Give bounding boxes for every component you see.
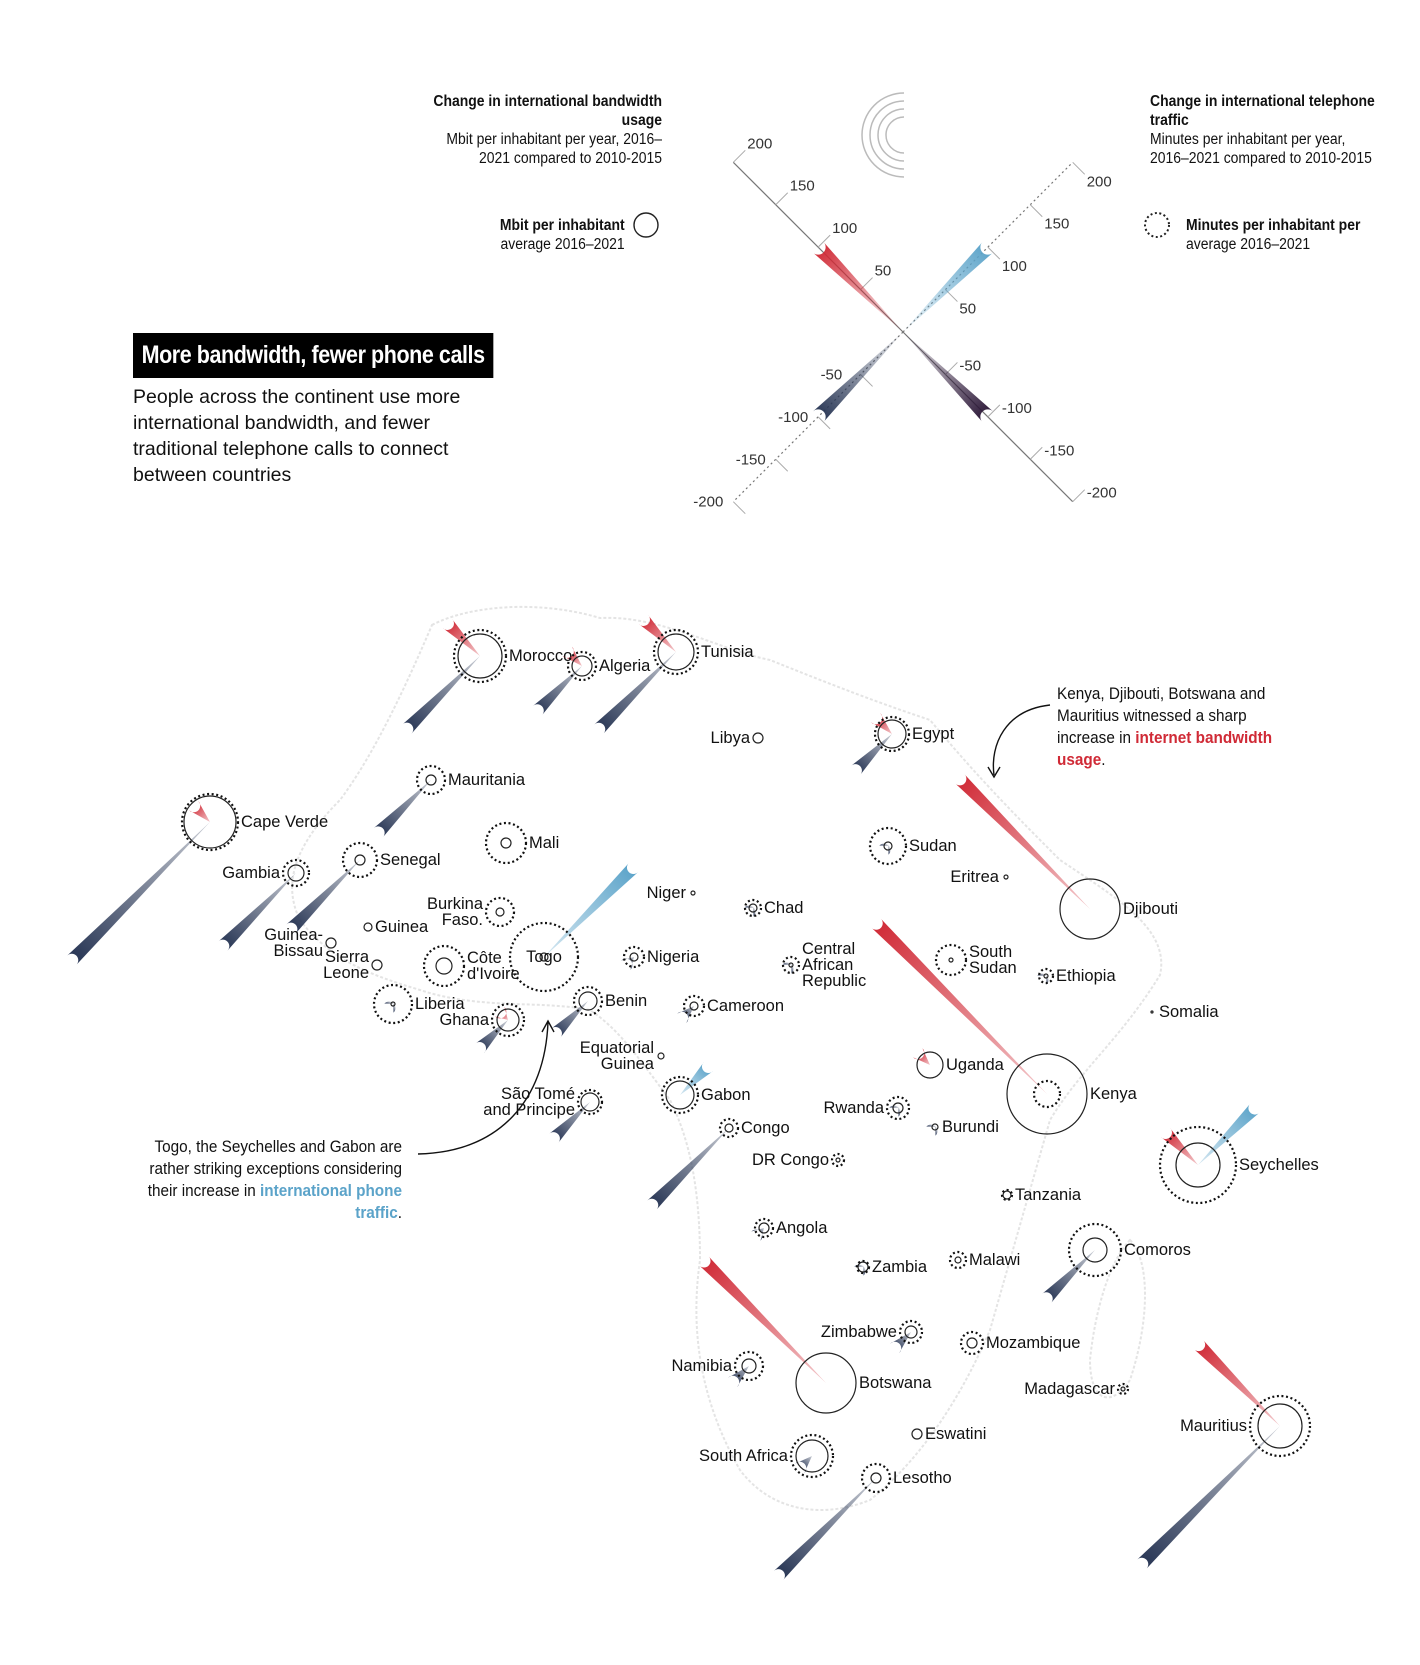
libya-label bbox=[711, 729, 751, 747]
madagascar-label-line: Madagascar bbox=[1024, 1380, 1115, 1398]
legend-bandwidth-desc: Mbit per inhabitant per year, 2016–2021 compared to 2010-2015 bbox=[446, 131, 662, 167]
country-tanzania bbox=[1002, 1186, 1082, 1204]
dr-congo-label bbox=[752, 1151, 829, 1169]
co-te-d-ivoire-label-line: d'Ivoire bbox=[467, 965, 520, 983]
liberia-phone-arm bbox=[384, 1002, 395, 1013]
egypt-label-line: Egypt bbox=[912, 725, 955, 743]
axis-tick bbox=[1030, 447, 1042, 459]
lesotho-phone-arm bbox=[774, 1478, 876, 1580]
lesotho-label bbox=[893, 1469, 952, 1487]
axis-tick-label: -150 bbox=[1044, 442, 1075, 460]
south-sudan-label-line: South bbox=[969, 943, 1013, 961]
axis-tick bbox=[1073, 162, 1085, 174]
burundi-label bbox=[942, 1118, 999, 1136]
axis-tick bbox=[776, 193, 788, 205]
mauritius-label bbox=[1180, 1417, 1247, 1435]
axis-tick-label: 150 bbox=[789, 177, 815, 195]
legend-arcs-icon bbox=[862, 93, 904, 177]
morocco-label bbox=[509, 647, 572, 665]
dr-congo-phone-circle bbox=[832, 1154, 844, 1166]
angola-label-line: Angola bbox=[776, 1219, 828, 1237]
tanzania-label bbox=[1015, 1186, 1082, 1204]
country-south-sudan bbox=[936, 943, 1017, 977]
gambia-label bbox=[222, 864, 281, 882]
country-benin bbox=[551, 987, 647, 1038]
lesotho-label-line: Lesotho bbox=[893, 1469, 952, 1487]
country-morocco bbox=[402, 619, 572, 734]
legend-bandwidth-size bbox=[500, 216, 625, 254]
country-zimbabwe bbox=[821, 1321, 922, 1353]
gabon-label-line: Gabon bbox=[701, 1086, 751, 1104]
country-togo bbox=[510, 863, 638, 991]
sudan-label-line: Sudan bbox=[909, 837, 957, 855]
sierra-leone-label bbox=[323, 948, 370, 982]
togo-label bbox=[526, 948, 562, 966]
axis-tick-label: 100 bbox=[1001, 258, 1027, 276]
niger-bandwidth-circle bbox=[691, 891, 695, 895]
legend-bandwidth-size-desc: average 2016–2021 bbox=[500, 236, 625, 253]
angola-label bbox=[776, 1219, 828, 1237]
cameroon-label-line: Cameroon bbox=[707, 997, 785, 1015]
country-equatorial-guinea bbox=[580, 1039, 664, 1073]
legend-bandwidth bbox=[428, 92, 662, 168]
country-central-african-republic bbox=[782, 940, 866, 990]
annotation-togo-highlight: international phone traffic bbox=[260, 1181, 402, 1222]
annotation-togo-end: . bbox=[397, 1203, 402, 1222]
legend-phone-title: Change in international telephone traffic bbox=[1150, 93, 1375, 129]
country-eswatini bbox=[912, 1425, 986, 1443]
country-djibouti bbox=[955, 774, 1178, 939]
sierra-leone-bandwidth-circle bbox=[372, 960, 382, 970]
angola-phone-arm bbox=[751, 1228, 764, 1241]
somalia-bandwidth-circle bbox=[1151, 1011, 1153, 1013]
zambia-label bbox=[872, 1258, 928, 1276]
country-chad bbox=[744, 899, 803, 917]
axis-tick bbox=[988, 247, 1000, 259]
madagascar-label bbox=[1024, 1380, 1115, 1398]
eswatini-label-line: Eswatini bbox=[925, 1425, 987, 1443]
country-south-africa bbox=[699, 1435, 833, 1477]
egypt-label bbox=[912, 725, 955, 743]
uganda-label-line: Uganda bbox=[946, 1056, 1004, 1074]
country-somalia bbox=[1151, 1003, 1219, 1021]
legend-phone-size-title: Minutes per inhabitant per bbox=[1186, 217, 1361, 234]
country-libya bbox=[711, 729, 763, 747]
country-ethiopia bbox=[1037, 967, 1116, 985]
namibia-label bbox=[671, 1357, 732, 1375]
central-african-republic-label-line: Central bbox=[802, 940, 856, 958]
axis-tick-label: -150 bbox=[735, 451, 766, 469]
country-eritrea bbox=[950, 868, 1008, 886]
zimbabwe-label bbox=[821, 1323, 897, 1341]
legend-phone-size bbox=[1186, 216, 1360, 254]
congo-label-line: Congo bbox=[741, 1119, 790, 1137]
sa-o-tome-and-principe-label bbox=[483, 1085, 575, 1119]
central-african-republic-label-line: Republic bbox=[802, 972, 867, 990]
legend-phone bbox=[1150, 92, 1384, 168]
legend-phone-desc: Minutes per inhabitant per year, 2016–2021 compared to 2010-2015 bbox=[1150, 131, 1372, 167]
algeria-label bbox=[599, 657, 651, 675]
dr-congo-bandwidth-circle bbox=[836, 1158, 840, 1162]
ethiopia-label-line: Ethiopia bbox=[1056, 967, 1116, 985]
country-mozambique bbox=[961, 1332, 1080, 1354]
seychelles-label-line: Seychelles bbox=[1239, 1156, 1319, 1174]
niger-label bbox=[647, 884, 687, 902]
gambia-label-line: Gambia bbox=[222, 864, 280, 882]
axis-tick-label: -200 bbox=[1086, 484, 1117, 502]
tunisia-bandwidth-arm bbox=[639, 615, 676, 652]
cape-verde-label bbox=[241, 813, 328, 831]
tanzania-label-line: Tanzania bbox=[1015, 1186, 1082, 1204]
axis-tick bbox=[733, 502, 745, 514]
eritrea-label bbox=[950, 868, 999, 886]
guinea-label bbox=[375, 918, 429, 936]
legend-solid-circle bbox=[634, 213, 658, 237]
country-comoros bbox=[1042, 1224, 1191, 1303]
zimbabwe-label-line: Zimbabwe bbox=[820, 1323, 897, 1341]
legend-arm-phone-down bbox=[903, 332, 993, 422]
axis-tick bbox=[818, 417, 830, 429]
axis-tick-label: 200 bbox=[747, 135, 773, 153]
legend-arm-bandwidth-up bbox=[813, 242, 903, 332]
page-title: More bandwidth, fewer phone calls bbox=[133, 333, 493, 378]
chad-label bbox=[764, 899, 803, 917]
seychelles-bandwidth-arm bbox=[1161, 1128, 1198, 1165]
country-co-te-d-ivoire bbox=[424, 946, 520, 986]
legend-bandwidth-size-title: Mbit per inhabitant bbox=[500, 217, 625, 234]
tunisia-label-line: Tunisia bbox=[701, 643, 754, 661]
mauritania-label bbox=[448, 771, 526, 789]
legend-arcs-icon bbox=[870, 101, 904, 169]
country-guinea bbox=[364, 918, 429, 936]
axis-tick bbox=[776, 459, 788, 471]
axis-tick bbox=[1073, 490, 1085, 502]
kenya-label-line: Kenya bbox=[1090, 1085, 1137, 1103]
gabon-label bbox=[701, 1086, 751, 1104]
burundi-label-line: Burundi bbox=[942, 1118, 999, 1136]
annotation-kenya-highlight: internet bandwidth usage bbox=[1057, 728, 1273, 769]
country-gabon bbox=[662, 1062, 751, 1113]
south-sudan-phone-circle bbox=[936, 945, 966, 975]
co-te-d-ivoire-phone-circle bbox=[424, 946, 464, 986]
mozambique-phone-circle bbox=[961, 1332, 983, 1354]
equatorial-guinea-label-line: Guinea bbox=[600, 1055, 654, 1073]
mauritius-bandwidth-arm bbox=[1194, 1340, 1280, 1426]
senegal-label-line: Senegal bbox=[380, 851, 441, 869]
benin-label bbox=[605, 992, 647, 1010]
namibia-label-line: Namibia bbox=[671, 1357, 732, 1375]
eswatini-bandwidth-circle bbox=[912, 1429, 922, 1439]
sa-o-tome-and-principe-label-line: São Tomé bbox=[501, 1085, 575, 1103]
mozambique-label-line: Mozambique bbox=[986, 1334, 1081, 1352]
nigeria-label bbox=[647, 948, 700, 966]
cape-verde-bandwidth-arm bbox=[189, 801, 210, 822]
seychelles-label bbox=[1239, 1156, 1319, 1174]
dr-congo-label-line: DR Congo bbox=[751, 1151, 829, 1169]
ghana-label-line: Ghana bbox=[439, 1011, 489, 1029]
comoros-label bbox=[1124, 1241, 1191, 1259]
djibouti-bandwidth-arm bbox=[955, 774, 1090, 909]
eritrea-bandwidth-circle bbox=[1004, 875, 1008, 879]
guinea-label-line: Guinea bbox=[375, 918, 429, 936]
kenya-label bbox=[1090, 1085, 1138, 1103]
country-mauritius bbox=[1137, 1340, 1310, 1569]
mali-label bbox=[529, 834, 559, 852]
burkina-faso-phone-circle bbox=[486, 898, 514, 926]
axis-tick-label: 150 bbox=[1044, 215, 1070, 233]
country-sa-o-tome-and-principe bbox=[483, 1085, 602, 1143]
somalia-label bbox=[1159, 1003, 1219, 1021]
mauritius-label-line: Mauritius bbox=[1180, 1417, 1247, 1435]
country-sierra-leone bbox=[323, 948, 382, 982]
mali-phone-circle bbox=[486, 823, 526, 863]
south-africa-label bbox=[699, 1447, 789, 1465]
central-african-republic-label-line: African bbox=[802, 956, 854, 974]
chad-label-line: Chad bbox=[764, 899, 804, 917]
burkina-faso-label-line: Faso. bbox=[441, 911, 483, 929]
central-african-republic-label bbox=[802, 940, 866, 990]
botswana-label bbox=[859, 1374, 932, 1392]
uganda-label bbox=[946, 1056, 1005, 1074]
congo-label bbox=[741, 1119, 790, 1137]
country-dr-congo bbox=[752, 1151, 844, 1169]
mozambique-bandwidth-circle bbox=[967, 1338, 977, 1348]
mali-bandwidth-circle bbox=[501, 838, 511, 848]
equatorial-guinea-label bbox=[580, 1039, 655, 1073]
country-egypt bbox=[851, 713, 955, 775]
djibouti-label-line: Djibouti bbox=[1123, 900, 1179, 918]
south-sudan-bandwidth-circle bbox=[949, 958, 953, 962]
country-lesotho bbox=[774, 1464, 952, 1580]
country-ghana bbox=[439, 1004, 524, 1053]
cameroon-label bbox=[707, 997, 784, 1015]
annotation-kenya-arrow bbox=[993, 705, 1050, 775]
country-cameroon bbox=[677, 996, 784, 1023]
axis-tick bbox=[818, 235, 830, 247]
ghana-label bbox=[439, 1011, 489, 1029]
tunisia-label bbox=[701, 643, 754, 661]
axis-tick-label: -100 bbox=[1001, 399, 1032, 417]
cape-verde-phone-arm bbox=[67, 822, 210, 965]
country-namibia bbox=[671, 1352, 763, 1387]
togo-phone-arm bbox=[544, 863, 638, 957]
eritrea-label-line: Eritrea bbox=[950, 868, 999, 886]
country-nigeria bbox=[621, 947, 700, 970]
malawi-phone-circle bbox=[950, 1252, 966, 1268]
axis-tick-label: 200 bbox=[1086, 173, 1112, 191]
comoros-phone-arm bbox=[1042, 1250, 1095, 1303]
legend-dotted-circle bbox=[1145, 213, 1169, 237]
country-rwanda bbox=[823, 1097, 909, 1119]
central-african-republic-phone-arm bbox=[782, 963, 793, 974]
country-sudan bbox=[870, 828, 957, 864]
legend-phone-size-desc: average 2016–2021 bbox=[1186, 236, 1311, 253]
guinea-bissau-label-line: Guinea- bbox=[264, 926, 323, 944]
axis-tick bbox=[988, 405, 1000, 417]
axis-tick-label: 100 bbox=[832, 220, 858, 238]
country-mali bbox=[486, 823, 559, 863]
mauritania-label-line: Mauritania bbox=[448, 771, 526, 789]
country-burkina-faso bbox=[427, 895, 514, 929]
co-te-d-ivoire-bandwidth-circle bbox=[436, 958, 452, 974]
mozambique-label bbox=[986, 1334, 1080, 1352]
south-africa-label-line: South Africa bbox=[699, 1447, 788, 1465]
annotation-togo-text: Togo, the Seychelles and Gabon are rather striking exceptions considering their increase in bbox=[147, 1137, 402, 1200]
axis-tick-label: -100 bbox=[778, 408, 809, 426]
annotation-togo bbox=[132, 1136, 402, 1224]
legend-bandwidth-title: Change in international bandwidth usage bbox=[433, 93, 662, 129]
country-niger bbox=[647, 884, 695, 902]
malawi-label bbox=[969, 1251, 1020, 1269]
country-botswana bbox=[699, 1256, 932, 1413]
sierra-leone-label-line: Leone bbox=[323, 964, 369, 982]
guinea-bissau-label-line: Bissau bbox=[273, 942, 323, 960]
axis-tick-label: 50 bbox=[874, 262, 892, 280]
cape-verde-label-line: Cape Verde bbox=[241, 813, 329, 831]
burkina-faso-label-line: Burkina bbox=[427, 895, 483, 913]
axis-tick bbox=[1030, 205, 1042, 217]
country-angola bbox=[751, 1219, 828, 1241]
djibouti-label bbox=[1123, 900, 1178, 918]
annotation-kenya-end: . bbox=[1101, 750, 1106, 769]
sa-o-tome-and-principe-label-line: and Principe bbox=[483, 1101, 575, 1119]
malawi-bandwidth-circle bbox=[955, 1257, 961, 1263]
egypt-phone-arm bbox=[851, 734, 892, 775]
uganda-bandwidth-arm bbox=[913, 1048, 930, 1065]
legend-arcs-icon bbox=[886, 117, 904, 153]
axis-tick-label: -200 bbox=[693, 493, 724, 511]
country-burundi bbox=[926, 1118, 999, 1136]
congo-phone-arm bbox=[647, 1128, 729, 1210]
co-te-d-ivoire-label-line: Côte bbox=[467, 949, 502, 967]
libya-bandwidth-circle bbox=[753, 733, 763, 743]
axis-tick-label: -50 bbox=[959, 357, 982, 375]
nigeria-label-line: Nigeria bbox=[647, 948, 700, 966]
south-sudan-label bbox=[969, 943, 1017, 977]
equatorial-guinea-label-line: Equatorial bbox=[579, 1039, 654, 1057]
legend-axes bbox=[634, 93, 1169, 514]
benin-label-line: Benin bbox=[605, 992, 648, 1010]
burkina-faso-bandwidth-circle bbox=[496, 908, 504, 916]
sierra-leone-label-line: Sierra bbox=[324, 948, 369, 966]
country-madagascar bbox=[1024, 1380, 1128, 1398]
axis-tick-label: 50 bbox=[959, 300, 977, 318]
zambia-label-line: Zambia bbox=[872, 1258, 928, 1276]
rwanda-label bbox=[823, 1099, 884, 1117]
country-zambia bbox=[854, 1258, 928, 1276]
axis-tick-label: -50 bbox=[820, 366, 843, 384]
burkina-faso-label bbox=[427, 895, 484, 929]
page-subtitle: People across the continent use more international bandwidth, and fewer traditional telephone calls to connect between countries bbox=[133, 386, 461, 486]
liberia-label-line: Liberia bbox=[415, 995, 465, 1013]
country-malawi bbox=[950, 1251, 1020, 1269]
country-seychelles bbox=[1160, 1103, 1319, 1203]
mali-label-line: Mali bbox=[529, 834, 560, 852]
botswana-label-line: Botswana bbox=[859, 1374, 932, 1392]
comoros-label-line: Comoros bbox=[1124, 1241, 1191, 1259]
annotation-kenya bbox=[1057, 683, 1291, 771]
annotation-kenya-text: Kenya, Djibouti, Botswana and Mauritius witnessed a sharp increase in bbox=[1057, 684, 1266, 747]
legend-arm-phone-up bbox=[903, 242, 993, 332]
somalia-label-line: Somalia bbox=[1159, 1003, 1219, 1021]
rwanda-label-line: Rwanda bbox=[823, 1099, 884, 1117]
guinea-bandwidth-circle bbox=[364, 923, 372, 931]
niger-label-line: Niger bbox=[646, 884, 686, 902]
equatorial-guinea-bandwidth-circle bbox=[658, 1053, 664, 1059]
senegal-label bbox=[380, 851, 441, 869]
morocco-label-line: Morocco bbox=[509, 647, 573, 665]
south-sudan-label-line: Sudan bbox=[969, 959, 1017, 977]
guinea-bissau-bandwidth-circle bbox=[326, 938, 336, 948]
country-mauritania bbox=[374, 766, 526, 837]
senegal-phone-arm bbox=[286, 860, 360, 934]
togo-label-line: Togo bbox=[526, 948, 562, 966]
eswatini-label bbox=[925, 1425, 986, 1443]
country-uganda bbox=[913, 1048, 1004, 1078]
sudan-label bbox=[909, 837, 957, 855]
ethiopia-label bbox=[1056, 967, 1116, 985]
mauritania-phone-arm bbox=[374, 780, 431, 837]
malawi-label-line: Malawi bbox=[969, 1251, 1021, 1269]
libya-label-line: Libya bbox=[710, 729, 750, 747]
axis-tick bbox=[733, 150, 745, 162]
algeria-label-line: Algeria bbox=[599, 657, 651, 675]
guinea-bissau-label bbox=[264, 926, 323, 960]
